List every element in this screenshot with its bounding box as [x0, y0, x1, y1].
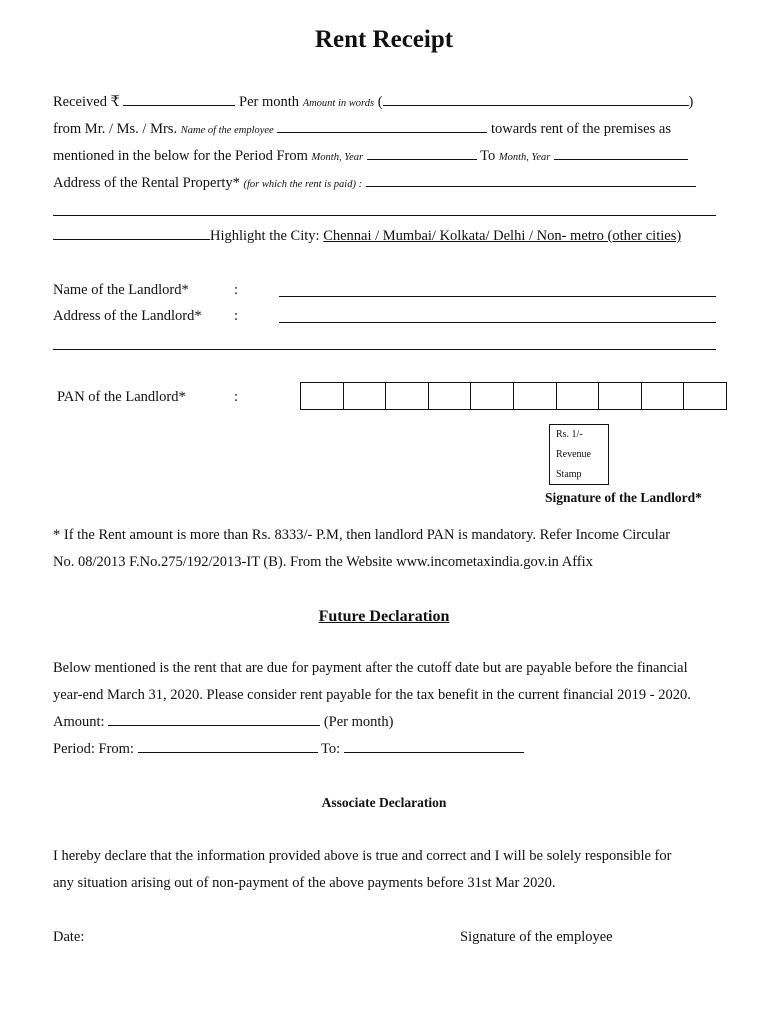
- pan-cell[interactable]: [301, 383, 344, 409]
- landlord-signature-label: Signature of the Landlord*: [545, 490, 702, 505]
- received-amount-field[interactable]: [123, 92, 235, 106]
- towards-rent-text: towards rent of the premises as: [490, 121, 671, 137]
- landlord-name-field[interactable]: [279, 296, 716, 297]
- per-month-label: Per month: [239, 94, 300, 110]
- amount-line: [53, 712, 393, 732]
- pan-colon: :: [234, 389, 239, 405]
- address-continuation-line[interactable]: [53, 215, 716, 216]
- pan-cell[interactable]: [642, 383, 685, 409]
- pan-cell[interactable]: [514, 383, 557, 409]
- pan-label: PAN of the Landlord*: [57, 389, 186, 405]
- period-from-label: Period: From:: [53, 741, 134, 757]
- associate-line1: I hereby declare that the information provided above is true and correct and I will be solely responsible for: [53, 848, 672, 864]
- amount-label: Amount:: [53, 714, 105, 730]
- stamp-line: Stamp: [556, 469, 582, 480]
- pan-input-boxes[interactable]: [300, 382, 727, 410]
- highlight-city-label: Highlight the City:: [210, 228, 320, 244]
- address-label: Address of the Rental Property*: [53, 175, 240, 191]
- to-month-year-label: Month, Year: [498, 152, 551, 163]
- pan-cell[interactable]: [471, 383, 514, 409]
- period-line: [53, 146, 688, 168]
- amount-in-words-field[interactable]: [383, 92, 689, 106]
- from-month-year-label: Month, Year: [311, 152, 364, 163]
- pan-cell[interactable]: [429, 383, 472, 409]
- employee-name-label: Name of the employee: [180, 125, 274, 136]
- stamp-line: Revenue: [556, 449, 591, 460]
- period-to-label: To:: [320, 741, 341, 757]
- employee-signature-label: Signature of the employee: [460, 929, 613, 945]
- close-paren: ): [688, 94, 694, 110]
- future-line2: year-end March 31, 2020. Please consider rent payable for the tax benefit in the current financial 2019 - 2020.: [53, 687, 691, 703]
- pan-cell[interactable]: [684, 383, 726, 409]
- employee-name-field[interactable]: [277, 119, 487, 133]
- revenue-stamp-box: [549, 424, 609, 485]
- from-label: from Mr. / Ms. / Mrs.: [53, 121, 178, 137]
- pan-note-line2: No. 08/2013 F.No.275/192/2013-IT (B). From the Website www.incometaxindia.gov.in Affix: [53, 554, 593, 570]
- future-period-line: [53, 739, 524, 759]
- address-line: [53, 173, 696, 195]
- pan-cell[interactable]: [599, 383, 642, 409]
- landlord-address-continuation[interactable]: [53, 349, 716, 350]
- city-options: Chennai / Mumbai/ Kolkata/ Delhi / Non- metro (other cities): [323, 228, 682, 244]
- landlord-name-colon: :: [234, 282, 239, 298]
- landlord-address-label: Address of the Landlord*: [53, 308, 202, 324]
- associate-declaration-heading: Associate Declaration: [321, 795, 447, 810]
- from-line: [53, 119, 671, 141]
- mentioned-text: mentioned in the below for the Period From: [53, 148, 308, 164]
- page-title: Rent Receipt: [314, 26, 454, 53]
- stamp-line: Rs. 1/-: [556, 429, 583, 440]
- future-declaration-heading: Future Declaration: [318, 608, 450, 625]
- future-period-to-field[interactable]: [344, 739, 524, 753]
- pan-note-line1: * If the Rent amount is more than Rs. 8333/- P.M, then landlord PAN is mandatory. Refer Income Circular: [53, 527, 671, 543]
- open-paren: (: [377, 94, 383, 110]
- address-field[interactable]: [366, 173, 696, 187]
- city-field[interactable]: [53, 226, 210, 240]
- associate-line2: any situation arising out of non-payment of the above payments before 31st Mar 2020.: [53, 875, 556, 891]
- future-line1: Below mentioned is the rent that are due for payment after the cutoff date but are payable before the financial: [53, 660, 688, 676]
- amount-in-words-label: Amount in words: [302, 98, 375, 109]
- city-line: [53, 226, 681, 246]
- period-from-field[interactable]: [367, 146, 477, 160]
- landlord-address-field[interactable]: [279, 322, 716, 323]
- address-note: (for which the rent is paid) :: [243, 179, 363, 190]
- landlord-name-label: Name of the Landlord*: [53, 282, 189, 298]
- landlord-address-colon: :: [234, 308, 239, 324]
- received-label: Received ₹: [53, 94, 120, 110]
- future-period-from-field[interactable]: [138, 739, 318, 753]
- period-to-field[interactable]: [554, 146, 688, 160]
- per-month-note: (Per month): [323, 714, 394, 730]
- received-line: [53, 92, 693, 114]
- future-amount-field[interactable]: [108, 712, 320, 726]
- pan-cell[interactable]: [344, 383, 387, 409]
- pan-cell[interactable]: [386, 383, 429, 409]
- to-label: To: [480, 148, 496, 164]
- pan-cell[interactable]: [557, 383, 600, 409]
- date-label: Date:: [53, 929, 85, 945]
